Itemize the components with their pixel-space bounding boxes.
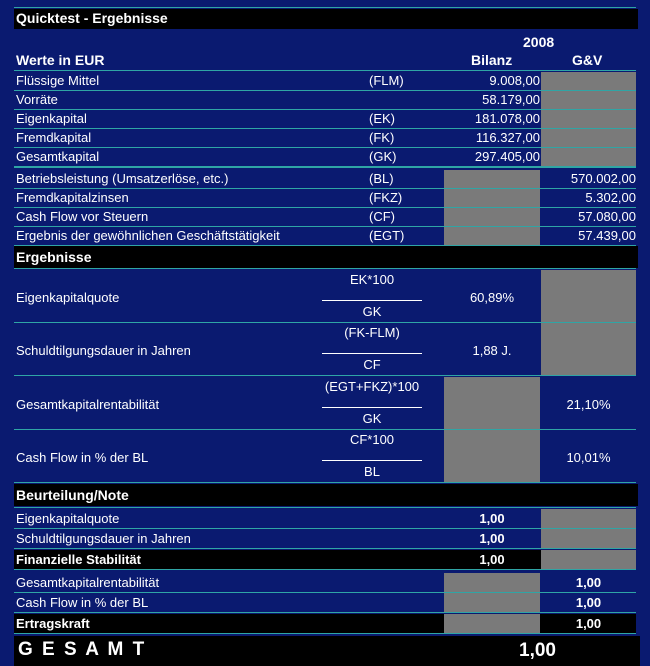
formula-numerator: (EGT+FKZ)*100 [324, 379, 420, 394]
subtotal-label: Finanzielle Stabilität [16, 552, 141, 567]
bilanz-value: 9.008,00 [489, 73, 540, 88]
empty-bilanz-cell [444, 430, 540, 482]
header-rule [14, 70, 636, 71]
bilanz-result: 60,89% [469, 290, 515, 305]
empty-bilanz-cell [444, 208, 540, 226]
fraction-bar [322, 407, 422, 408]
year-label: 2008 [523, 34, 555, 50]
formula-denominator: GK [362, 411, 382, 426]
top-rule [14, 7, 636, 8]
row-label: Fremdkapital [16, 130, 92, 145]
bilanz-value: 116.327,00 [475, 130, 540, 145]
fraction-bar [322, 353, 422, 354]
guv-header: G&V [572, 52, 603, 68]
row-label: Eigenkapital [16, 111, 87, 126]
formula-numerator: CF*100 [349, 432, 395, 447]
guv-grade: 1,00 [575, 616, 602, 631]
row-rule [14, 482, 636, 483]
result-label: Gesamtkapitalrentabilität [16, 397, 160, 412]
group-rule [14, 167, 636, 168]
rating-label: Gesamtkapitalrentabilität [16, 575, 160, 590]
bilanz-result: 1,88 J. [472, 343, 512, 358]
row-label: Fremdkapitalzinsen [16, 190, 129, 205]
guv-result: 10,01% [566, 450, 611, 465]
row-code: (FKZ) [369, 190, 403, 205]
sheet-title: Quicktest - Ergebnisse [14, 9, 638, 29]
guv-result: 21,10% [566, 397, 611, 412]
bilanz-grade: 1,00 [479, 552, 505, 567]
werte-header: Werte in EUR [16, 52, 105, 68]
bilanz-value: 181.078,00 [474, 111, 540, 126]
guv-value: 57.080,00 [578, 209, 636, 224]
row-code: (BL) [369, 171, 394, 186]
row-code: (EGT) [369, 228, 405, 243]
row-code: (CF) [369, 209, 395, 224]
row-label: Betriebsleistung (Umsatzerlöse, etc.) [16, 171, 229, 186]
ergebnisse-rule [14, 268, 636, 269]
empty-guv-cell [541, 110, 636, 128]
result-label: Schuldtilgungsdauer in Jahren [16, 343, 191, 358]
formula-denominator: BL [364, 464, 380, 479]
guv-value: 57.439,00 [578, 228, 636, 243]
empty-bilanz-cell [444, 573, 540, 592]
ergebnisse-title: Ergebnisse [14, 246, 638, 268]
row-code: (FLM) [369, 73, 404, 88]
empty-guv-cell [541, 509, 636, 528]
empty-guv-cell [541, 323, 636, 375]
empty-bilanz-cell [444, 614, 540, 633]
empty-guv-cell [541, 91, 636, 109]
row-rule [14, 592, 636, 593]
empty-bilanz-cell [444, 227, 540, 245]
empty-guv-cell [541, 270, 636, 322]
row-code: (EK) [369, 111, 395, 126]
guv-value: 5.302,00 [585, 190, 636, 205]
row-rule [14, 226, 636, 227]
gesamt-value: 1,00 [519, 640, 556, 661]
row-code: (FK) [369, 130, 395, 145]
guv-grade: 1,00 [575, 595, 602, 610]
row-rule [14, 375, 636, 376]
row-label: Cash Flow vor Steuern [16, 209, 149, 224]
rating-label: Cash Flow in % der BL [16, 595, 149, 610]
bilanz-grade: 1,00 [479, 511, 505, 526]
fraction-bar [322, 460, 422, 461]
row-rule [14, 569, 636, 570]
guv-grade: 1,00 [575, 575, 602, 590]
empty-guv-cell [541, 148, 636, 166]
row-rule [14, 207, 636, 208]
beurteilung-title: Beurteilung/Note [14, 484, 638, 506]
formula [322, 272, 422, 322]
fraction-bar [322, 300, 422, 301]
empty-bilanz-cell [444, 170, 540, 188]
gesamt-label: G E S A M T [14, 636, 640, 666]
row-rule [14, 188, 636, 189]
formula [322, 379, 422, 429]
formula [322, 432, 422, 482]
empty-bilanz-cell [444, 593, 540, 612]
rating-label: Schuldtilgungsdauer in Jahren [16, 531, 191, 546]
result-label: Cash Flow in % der BL [16, 450, 149, 465]
formula-numerator: (FK-FLM) [344, 325, 400, 340]
empty-bilanz-cell [444, 377, 540, 429]
result-label: Eigenkapitalquote [16, 290, 120, 305]
empty-guv-cell [541, 72, 636, 90]
row-rule [14, 548, 636, 549]
bilanz-header: Bilanz [471, 52, 513, 68]
rating-label: Eigenkapitalquote [16, 511, 120, 526]
row-code: (GK) [369, 149, 397, 164]
guv-value: 570.002,00 [570, 171, 636, 186]
row-rule [14, 612, 636, 613]
row-label: Flüssige Mittel [16, 73, 100, 88]
empty-guv-cell [541, 550, 636, 569]
row-label: Ergebnis der gewöhnlichen Geschäftstätigkeit [16, 228, 280, 243]
row-label: Vorräte [16, 92, 58, 107]
empty-bilanz-cell [444, 189, 540, 207]
bilanz-grade: 1,00 [479, 531, 505, 546]
row-label: Gesamtkapital [16, 149, 100, 164]
formula-denominator: CF [363, 357, 381, 372]
formula [322, 325, 422, 375]
formula-numerator: EK*100 [349, 272, 395, 287]
beurteilung-rule [14, 507, 636, 508]
row-rule [14, 633, 636, 634]
empty-guv-cell [541, 129, 636, 147]
bilanz-value: 297.405,00 [474, 149, 540, 164]
subtotal-label: Ertragskraft [16, 616, 90, 631]
formula-denominator: GK [362, 304, 382, 319]
row-rule [14, 429, 636, 430]
bilanz-value: 58.179,00 [482, 92, 540, 107]
empty-guv-cell [541, 529, 636, 548]
